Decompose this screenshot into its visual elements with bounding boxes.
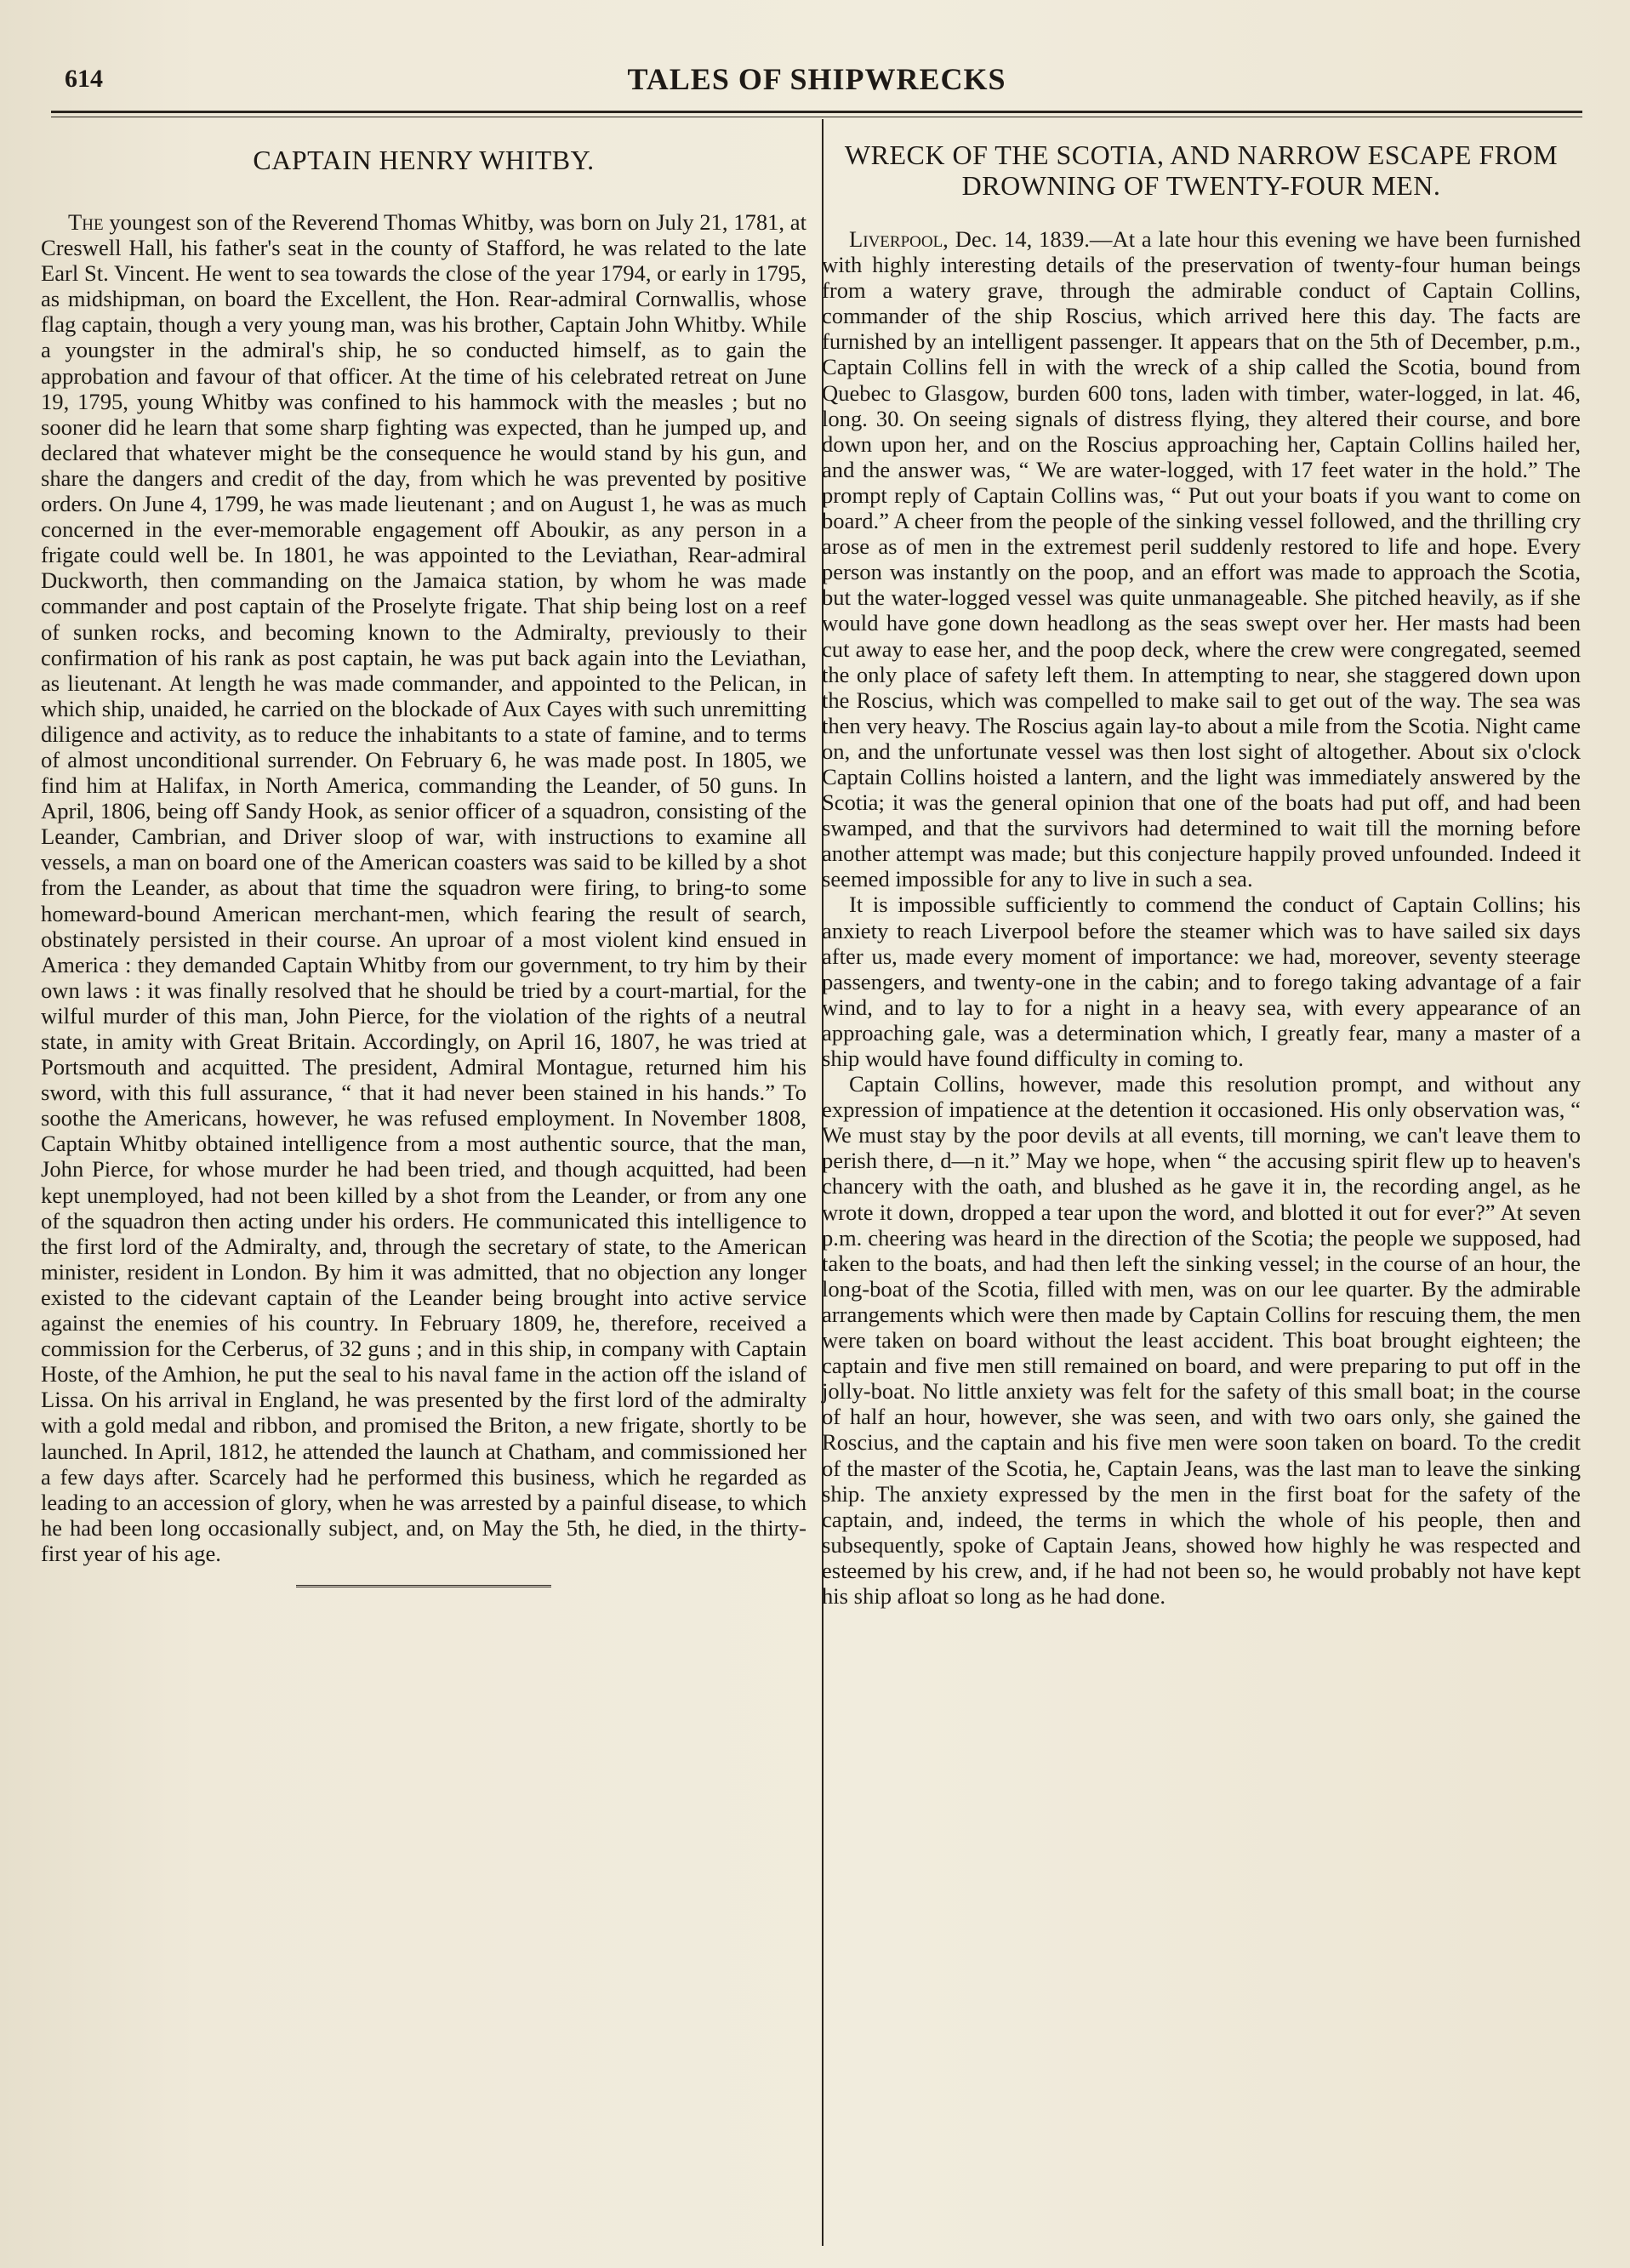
left-column: [41, 136, 806, 1589]
article-paragraph-1: [822, 226, 1581, 892]
paragraph-text: Dec. 14, 1839.—At a late hour this evening we have been furnished with highly interesting details of the preservation of twenty-four human beings from a watery grave, through the admirable conduct of Captain Collins, commander of the ship Roscius, which arrived here this day. The facts are furnished by an intelligent passenger. It appears that on the 5th of December, p.m., Captain Collins fell in with the wreck of a ship called the Scotia, bound from Quebec to Glasgow, burden 600 tons, laden with timber, water-logged, in lat. 46, long. 30. On seeing signals of distress flying, they altered their course, and bore down upon her, and on the Roscius approaching her, Captain Collins hailed her, and the answer was, “ We are water-logged, with 17 feet water in the hold.” The prompt reply of Captain Collins was, “ Put out your boats if you want to come on board.” A cheer from the people of the sinking vessel followed, and the thrilling cry arose as of men in the extremest peril suddenly restored to life and hope. Every person was instantly on the poop, and an effort was made to approach the Scotia, but the water-logged vessel was quite unmanageable. She pitched heavily, as if she would have gone down headlong as the seas swept over her. Her masts had been cut away to ease her, and the poop deck, where the crew were congregated, seemed the only place of safety left them. In attempting to near, she staggered down upon the Roscius, which was compelled to make sail to get out of the way. The sea was then very heavy. The Roscius again lay-to about a mile from the Scotia. Night came on, and the unfortunate vessel was then lost sight of altogether. About six o'clock Captain Collins hoisted a lantern, and the light was immediately answered by the Scotia; it was the general opinion that one of the boats had put off, and had been swamped, and that the survivors had determined to wait till the morning before another attempt was made; but this conjecture happily proved unfounded. Indeed it seemed impossible for any to live in such a sea.: [822, 226, 1581, 892]
article-body-whitby: [41, 209, 806, 1566]
header-rule: [51, 111, 1582, 113]
article-end-rule: [296, 1585, 551, 1589]
dateline: Liverpool,: [849, 226, 949, 252]
article-paragraph-3: Captain Collins, however, made this resolution prompt, and without any expression of impatience at the detention it occasioned. His only observation was, “ We must stay by the poor devils at all events, till morning, we can't leave them to perish there, d—n it.” May we hope, when “ the accusing spirit flew up to heaven's chancery with the oath, and blushed as he gave it in, the recording angel, as he wrote it down, dropped a tear upon the word, and blotted it out for ever?” At seven p.m. cheering was heard in the direction of the Scotia; the people we supposed, had taken to the boats, and had then left the sinking vessel; in the course of an hour, the long-boat of the Scotia, filled with men, was on our lee quarter. By the admirable arrangements which were then made by Captain Collins for rescuing them, the men were taken on board without the least accident. This boat brought eighteen; the captain and five men still remained on board, and were preparing to put off in the jolly-boat. No little anxiety was felt for the safety of this small boat; in the course of half an hour, however, she was seen, and with two oars only, she gained the Roscius, and the captain and his five men were soon taken on board. To the credit of the master of the Scotia, he, Captain Jeans, was the last man to leave the sinking ship. The anxiety expressed by the men in the first boat for the safety of the captain, and, indeed, the terms in which the whole of his people, then and subsequently, spoke of Captain Jeans, showed how highly he was respected and esteemed by his crew, and, if he had not been so, he would probably not have kept his ship afloat so long as he had done.: [822, 1071, 1581, 1609]
page-header: [51, 53, 1582, 104]
article-title-whitby: CAPTAIN HENRY WHITBY.: [253, 145, 595, 175]
article-title-scotia: WRECK OF THE SCOTIA, AND NARROW ESCAPE FROM DROWNING OF TWENTY-FOUR MEN.: [844, 140, 1559, 201]
page-number: 614: [65, 65, 103, 93]
right-column: [822, 136, 1581, 1609]
article-paragraph-2: It is impossible sufficiently to commend the conduct of Captain Collins; his anxiety to reach Liverpool before the steamer which was to have sailed six days after us, made every moment of importance: we had, moreover, seventy steerage passengers, and twenty-one in the cabin; and to forego taking advantage of a fair wind, and to lay to for a night in a heavy sea, with every appearance of an approaching gale, was a determination which, I greatly fear, many a master of a ship would have found difficulty in coming to.: [822, 892, 1581, 1071]
running-title: TALES OF SHIPWRECKS: [627, 62, 1006, 96]
body-text: youngest son of the Reverend Thomas Whitby, was born on July 21, 1781, at Creswell Hall, his father's seat in the county of Stafford, he was related to the late Earl St. Vincent. He went to sea towards the close of the year 1794, or early in 1795, as midshipman, on board the Excellent, the Hon. Rear-admiral Cornwallis, whose flag captain, though a very young man, was his brother, Captain John Whitby. While a youngster in the admiral's ship, he so conducted himself, as to gain the approbation and favour of that officer. At the time of his celebrated retreat on June 19, 1795, young Whitby was confined to his hammock with the measles ; but no sooner did he learn that some sharp fighting was expected, than he jumped up, and declared that whatever might be the consequence he would stand by his gun, and share the dangers and credit of the day, from which he was prevented by positive orders. On June 4, 1799, he was made lieutenant ; and on August 1, he was as much concerned in the ever-memorable engagement off Aboukir, as any person in a frigate could well be. In 1801, he was appointed to the Leviathan, Rear-admiral Duckworth, then commanding on the Jamaica station, by whom he was made commander and post captain of the Proselyte frigate. That ship being lost on a reef of sunken rocks, and becoming known to the Admiralty, previously to their confirmation of his rank as post captain, he was put back again into the Leviathan, as lieutenant. At length he was made commander, and appointed to the Pelican, in which ship, unaided, he carried on the blockade of Aux Cayes with such unremitting diligence and activity, as to reduce the inhabitants to a state of famine, and to terms of almost unconditional surrender. On February 6, he was made post. In 1805, we find him at Halifax, in North America, commanding the Leander, of 50 guns. In April, 1806, being off Sandy Hook, as senior officer of a squadron, consisting of the Leander, Cambrian, and Driver sloop of war, with instructions to examine all vessels, a man on board one of the American coasters was said to be killed by a shot from the Leander, as about that time the squadron were firing, to bring-to some homeward-bound American merchant-men, which fearing the result of search, obstinately persisted in their course. An uproar of a most violent kind ensued in America : they demanded Captain Whitby from our government, to try him by their own laws : it was finally resolved that he should be tried by a court-martial, for the wilful murder of this man, John Pierce, for the violation of the rights of a neutral state, in amity with Great Britain. Accordingly, on April 16, 1807, he was tried at Portsmouth and acquitted. The president, Admiral Montague, returned him his sword, with this full assurance, “ that it had never been stained in his hands.” To soothe the Americans, however, he was refused employment. In November 1808, Captain Whitby obtained intelligence from a most authentic source, that the man, John Pierce, for whose murder he had been tried, and though acquitted, had been kept unemployed, had not been killed by a shot from the Leander, or from any one of the squadron then acting under his orders. He communicated this intelligence to the first lord of the Admiralty, and, through the secretary of state, to the American minister, resident in London. By him it was admitted, that no objection any longer existed to the cidevant captain of the Leander being brought into active service against the enemies of his country. In February 1809, he, therefore, received a commission for the Cerberus, of 32 guns ; and in this ship, in company with Captain Hoste, of the Amhion, he put the seal to his naval fame in the action off the island of Lissa. On his arrival in England, he was presented by the first lord of the admiralty with a gold medal and ribbon, and promised the Briton, a new frigate, shortly to be launched. In April, 1812, he attended the launch at Chatham, and commissioned her a few days after. Scarcely had he performed this business, which he regarded as leading to an accession of glory, when he was arrested by a painful disease, to which he had been long occasionally subject, and, on May the 5th, he died, in the thirty-first year of his age.: [41, 209, 806, 1566]
opening-word: The: [68, 209, 104, 235]
